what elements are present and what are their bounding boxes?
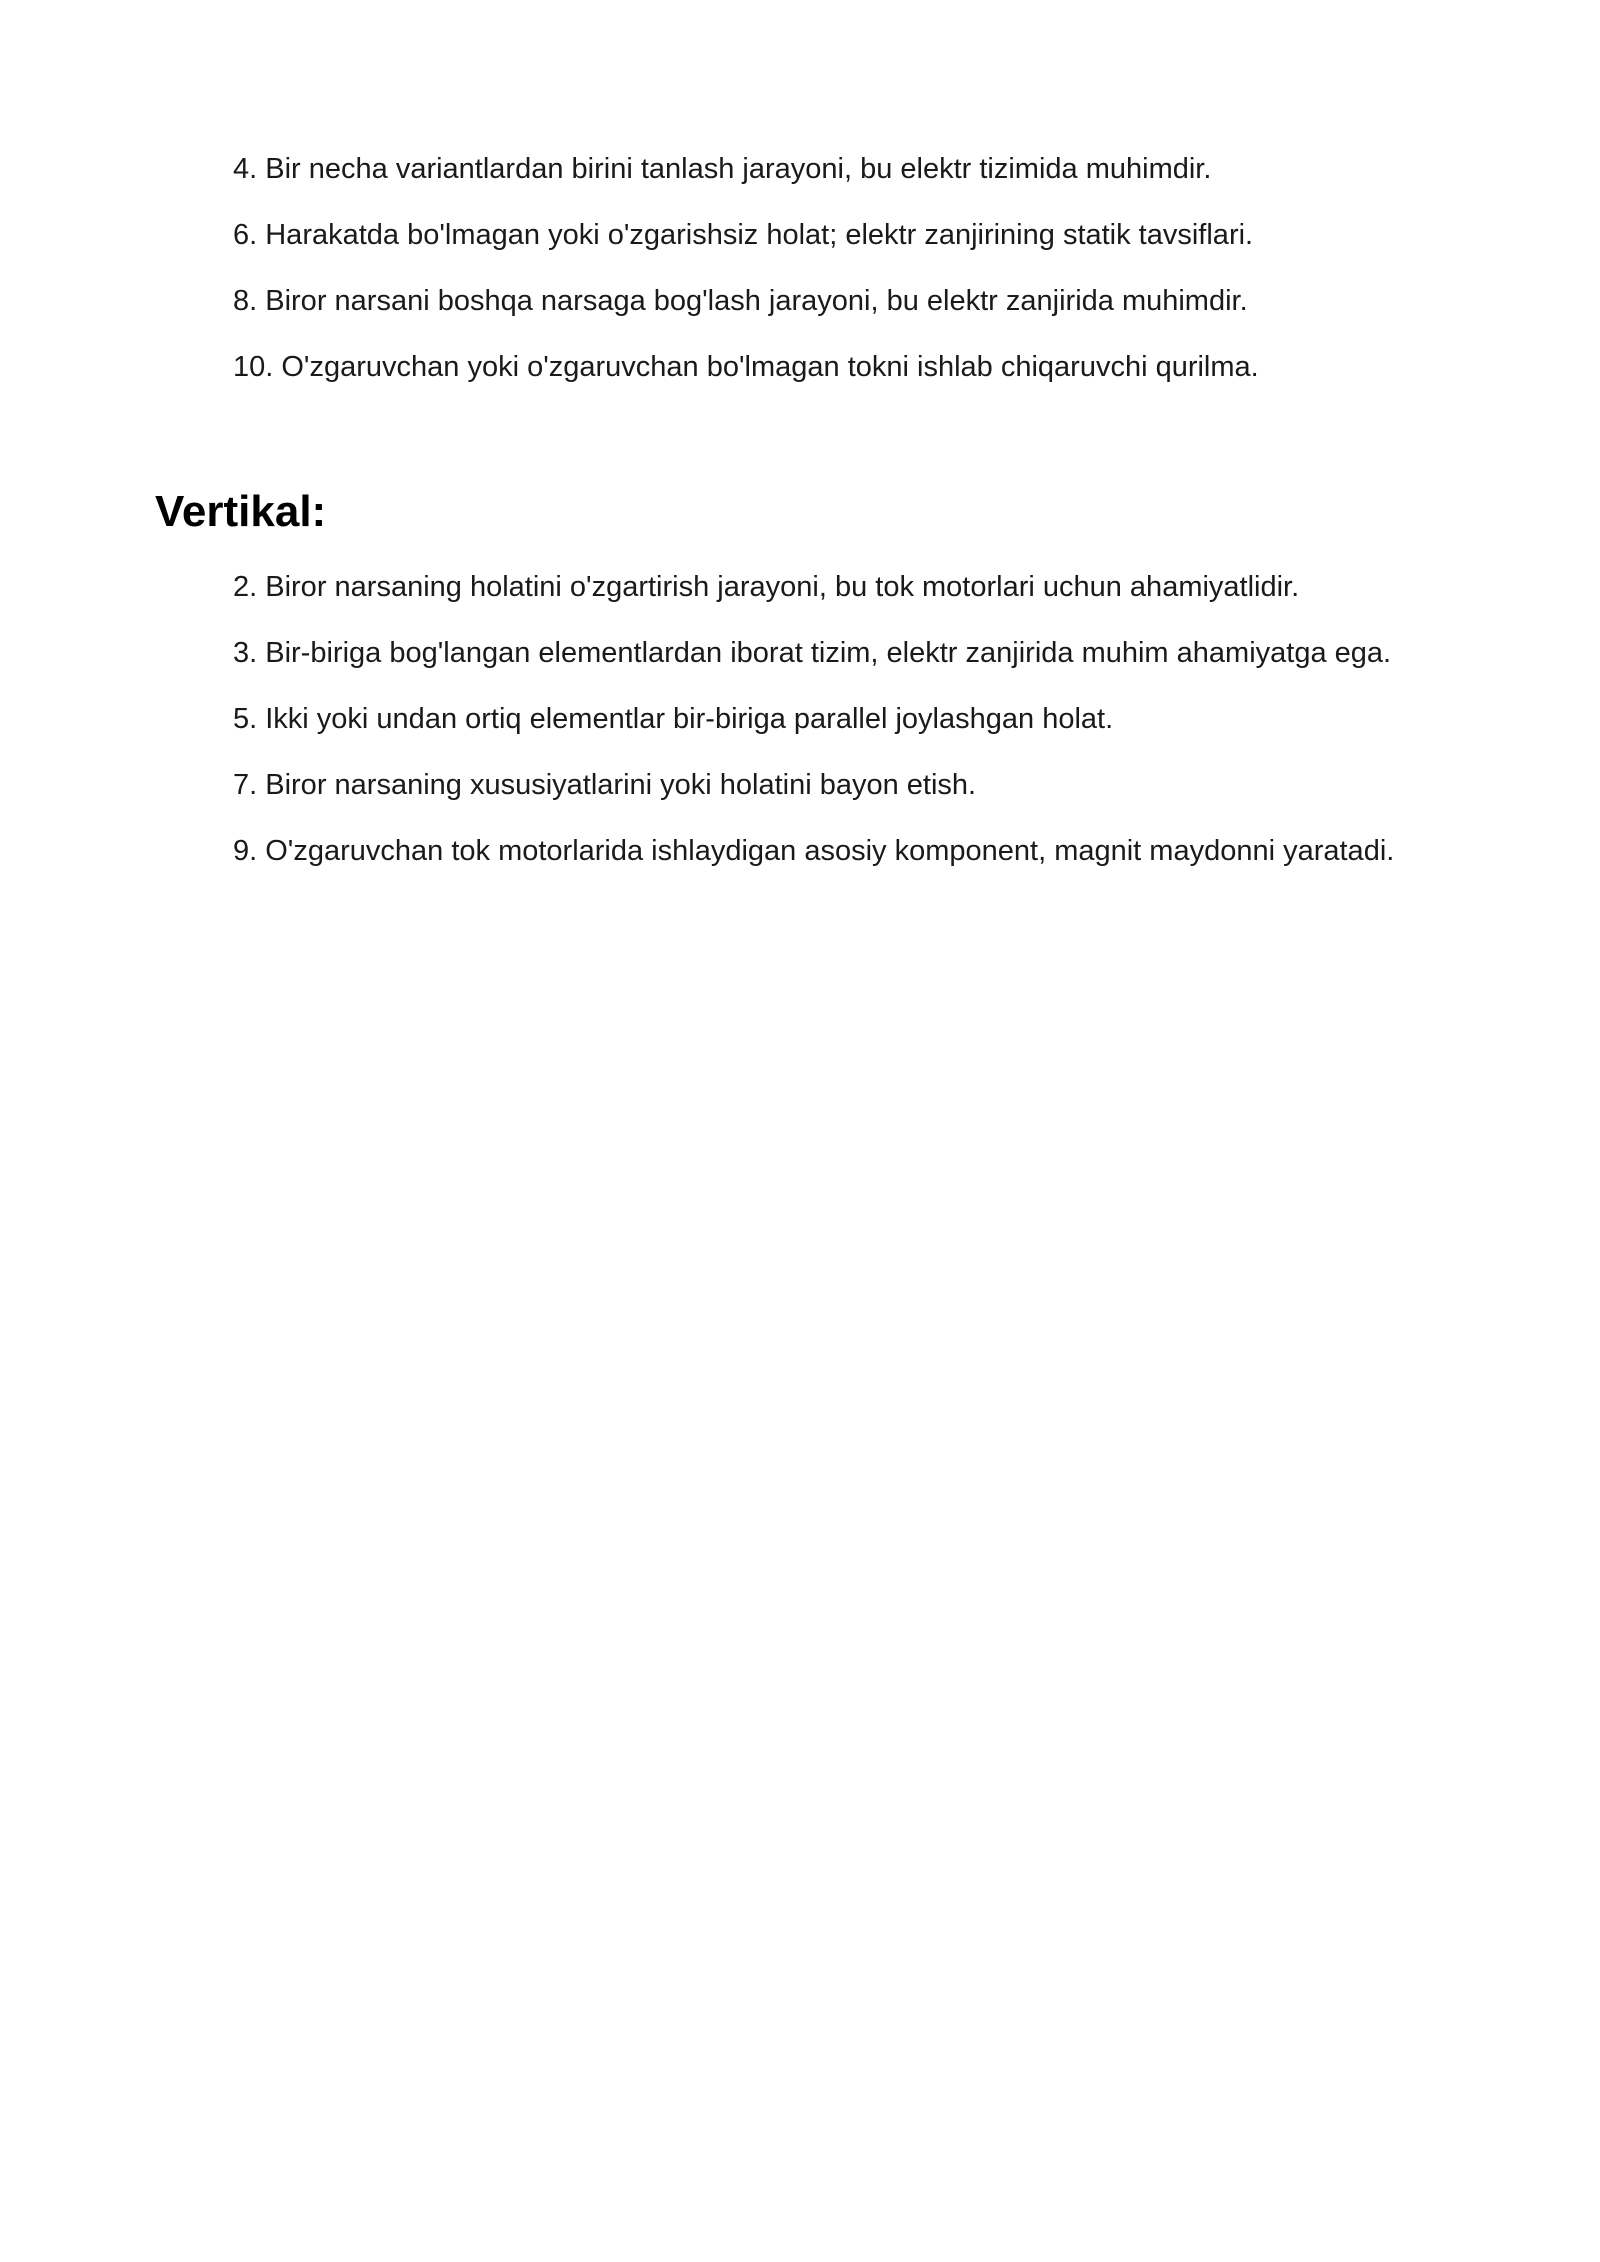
clue-item: 2. Biror narsaning holatini o'zgartirish jarayoni, bu tok motorlari uchun ahamiyatlidir. (233, 571, 1300, 603)
clue-item: 8. Biror narsani boshqa narsaga bog'lash jarayoni, bu elektr zanjirida muhimdir. (233, 285, 1248, 317)
clue-item: 5. Ikki yoki undan ortiq elementlar bir-biriga parallel joylashgan holat. (233, 703, 1114, 735)
clue-item: 3. Bir-biriga bog'langan elementlardan iborat tizim, elektr zanjirida muhim ahamiyatga ega. (233, 637, 1392, 669)
clue-item: 4. Bir necha variantlardan birini tanlash jarayoni, bu elektr tizimida muhimdir. (233, 153, 1212, 185)
horizontal-clues-list (233, 152, 1259, 416)
clue-item: 9. O'zgaruvchan tok motorlarida ishlaydigan asosiy komponent, magnit maydonni yaratadi. (233, 835, 1395, 867)
clue-item: 6. Harakatda bo'lmagan yoki o'zgarishsiz holat; elektr zanjirining statik tavsiflari. (233, 219, 1254, 251)
clue-item: 10. O'zgaruvchan yoki o'zgaruvchan bo'lmagan tokni ishlab chiqaruvchi qurilma. (233, 351, 1259, 383)
vertical-clues-list (233, 570, 1394, 900)
clue-item: 7. Biror narsaning xususiyatlarini yoki holatini bayon etish. (233, 769, 977, 801)
vertical-heading: Vertikal: (155, 487, 327, 536)
